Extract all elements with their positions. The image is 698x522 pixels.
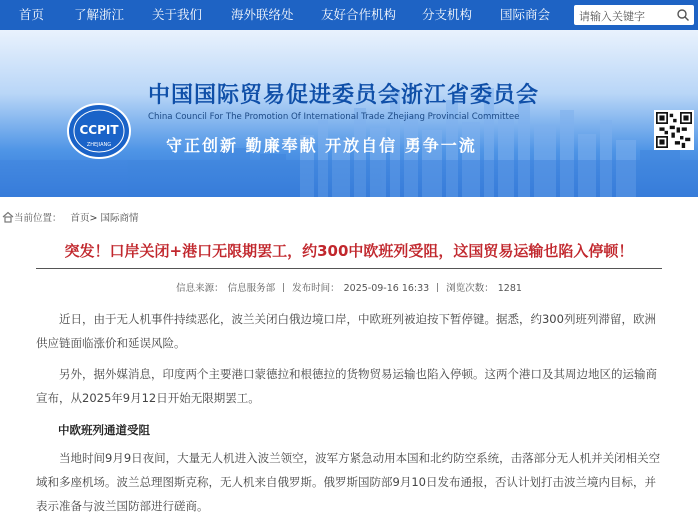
divider	[527, 212, 528, 223]
article-meta	[0, 280, 698, 294]
search-icon[interactable]	[676, 8, 690, 22]
site-tools-bar	[460, 208, 659, 228]
search-input[interactable]	[574, 7, 674, 27]
accessibility-link[interactable]: 无障碍阅读	[599, 211, 660, 225]
breadcrumb-home[interactable]: 首页>	[70, 213, 98, 224]
article-subheading: 中欧班列通道受阻	[58, 423, 150, 437]
divider	[283, 283, 284, 292]
article-paragraph-1: 近日，由于无人机事件持续恶化，波兰关闭白俄边境口岸，中欧班列被迫按下暂停键。据悉，约300列班列滞留，欧洲供应链面临涨价和延误风险。	[36, 312, 656, 350]
traditional-chinese-link[interactable]: 繁体	[497, 211, 522, 225]
search-box	[574, 5, 694, 25]
nav-item-overseas-offices[interactable]: 海外联络处	[231, 7, 294, 22]
breadcrumb	[0, 211, 139, 225]
top-navigation	[0, 0, 698, 30]
divider	[592, 212, 593, 223]
source-label: 信息来源：	[176, 283, 224, 294]
slogan: 守正创新 勤廉奉献 开放自信 勇争一流	[166, 136, 477, 155]
breadcrumb-label: 当前位置：	[14, 213, 62, 224]
article-paragraph-3: 当地时间9月9日夜间，大量无人机进入波兰领空，波军方紧急动用本国和北约防空系统，击落部分无人机并关闭相关空域和多座机场。波兰总理图斯克称，无人机来自俄罗斯。俄罗斯国防部9月10日发布通报，否认计划打击波兰境内目标，并表示准备与波兰国防部进行磋商。	[36, 451, 661, 513]
source-value: 信息服务部	[227, 283, 276, 294]
simplified-chinese-link[interactable]: 简体	[460, 211, 485, 225]
wechat-link[interactable]: 微信	[562, 211, 587, 225]
views-label: 浏览次数：	[446, 283, 494, 294]
breadcrumb-intl-business[interactable]: 国际商情	[100, 213, 139, 224]
nav-item-chamber-of-commerce[interactable]: 国际商会	[500, 7, 551, 22]
nav-item-about-zhejiang[interactable]: 了解浙江	[74, 7, 125, 22]
nav-item-partner-institutions[interactable]: 友好合作机构	[321, 7, 397, 22]
date-value: 2025-09-16 16:33	[343, 283, 430, 294]
divider	[437, 283, 438, 292]
svg-text:CCPIT: CCPIT	[79, 123, 119, 137]
site-title-cn: 中国国际贸易促进委员会浙江省委员会	[148, 83, 540, 108]
nav-item-about-us[interactable]: 关于我们	[152, 7, 203, 22]
qr-code	[654, 110, 694, 150]
title-divider	[36, 268, 662, 269]
divider	[490, 212, 491, 223]
svg-text:ZHEJIANG: ZHEJIANG	[86, 142, 112, 148]
date-label: 发布时间：	[292, 283, 340, 294]
ccpit-logo[interactable]	[66, 98, 132, 164]
views-value: 1281	[497, 283, 522, 294]
nav-item-branches[interactable]: 分支机构	[422, 7, 473, 22]
site-title-en: China Council For The Promotion Of International Trade Zhejiang Provincial Committee	[148, 112, 520, 122]
article-title: 突发！口岸关闭+港口无限期罢工，约300中欧班列受阻，这国贸易运输也陷入停顿！	[64, 242, 634, 260]
nav-item-home[interactable]: 首页	[19, 7, 45, 22]
divider	[555, 212, 556, 223]
article-paragraph-2: 另外，据外媒消息，印度两个主要港口蒙德拉和根德拉的货物贸易运输也陷入停顿。这两个港口及其周边地区的运输商宣布，从2025年9月12日开始无限期罢工。	[36, 367, 657, 405]
home-icon	[2, 211, 14, 223]
english-link[interactable]: En	[534, 211, 550, 225]
